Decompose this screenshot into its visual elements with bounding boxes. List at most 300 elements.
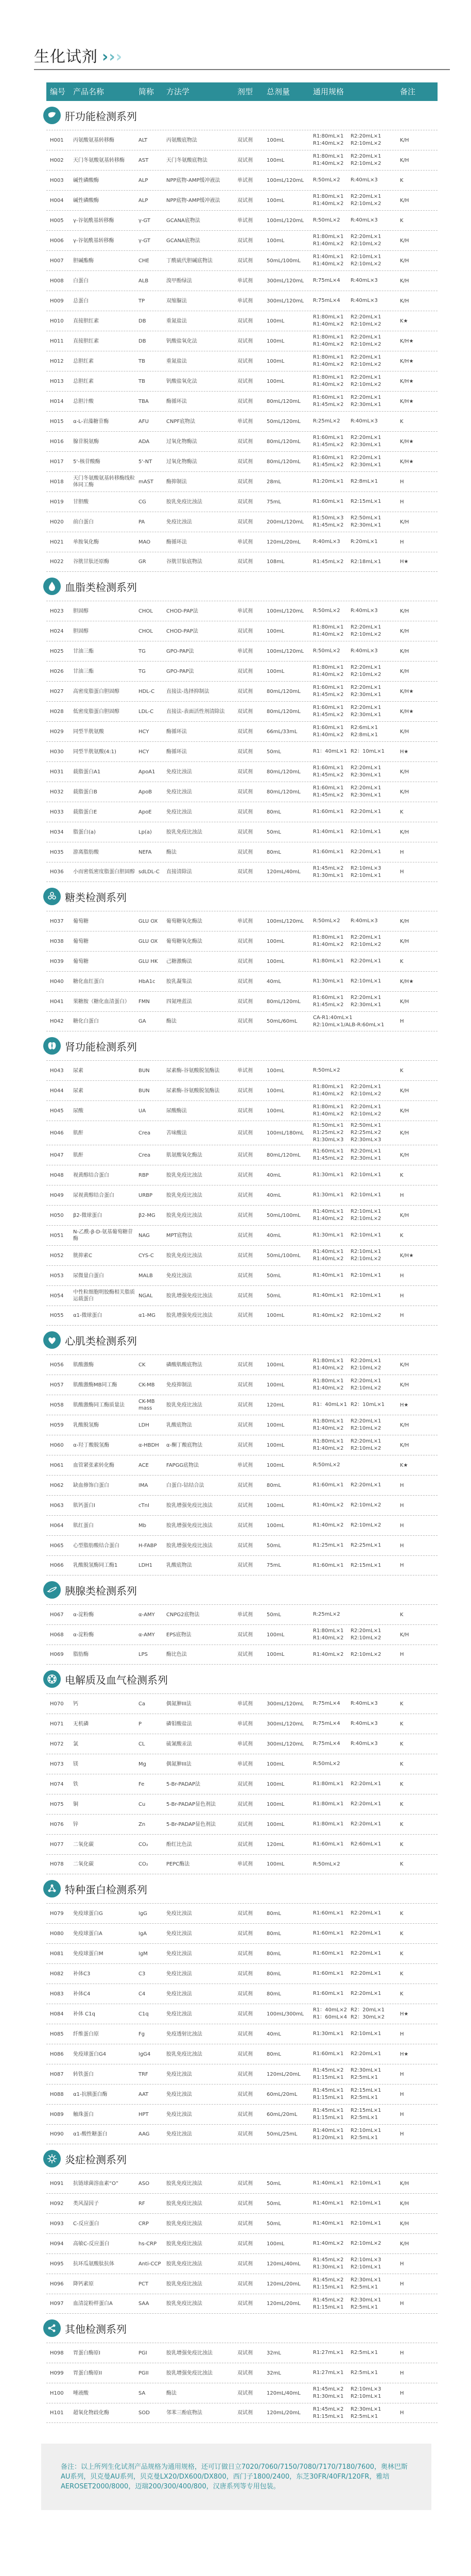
product-code: H033	[50, 809, 64, 815]
table-row	[46, 1814, 438, 1834]
total-volume: 50mL/100mL	[267, 1212, 301, 1218]
reagent-type: 双试剂	[237, 398, 253, 404]
product-note: K/H	[400, 1382, 409, 1388]
total-volume: 100mL	[267, 668, 285, 674]
product-note: K	[400, 1172, 404, 1178]
total-volume: 32mL	[267, 2350, 282, 2356]
spec-line	[313, 1083, 398, 1091]
product-name: 铜	[73, 1801, 78, 1807]
spec-r1: R1:80mL×1	[313, 1084, 344, 1090]
product-name: 氯	[73, 1741, 78, 1747]
table-row	[46, 641, 438, 661]
product-note: K/H	[400, 1442, 409, 1448]
total-volume: 100mL	[267, 1502, 285, 1509]
product-abbr: PGI	[138, 2350, 147, 2356]
spec	[313, 1990, 400, 1997]
spec-r1: R1:40mL×2	[313, 321, 344, 327]
total-volume: 100mL/300mL	[267, 2011, 304, 2017]
spec	[313, 1542, 400, 1549]
table-row	[46, 1923, 438, 1943]
spec-line	[313, 748, 398, 755]
table-row	[46, 822, 438, 842]
spec-r1: R1:45mL×2	[313, 522, 344, 528]
product-abbr: Cu	[138, 1801, 146, 1807]
spec-r1: R1:45mL×2	[313, 2406, 344, 2412]
product-code: H030	[50, 749, 64, 755]
spec-r2: R2:20mL×1	[351, 765, 381, 771]
spec-r2: R2:5mL×1	[351, 2115, 378, 2121]
spec-r1: R1:27mL×1	[313, 2370, 344, 2376]
spec-line	[313, 2297, 398, 2304]
product-note: K/H	[400, 1362, 409, 1368]
product-abbr: GLU OX	[138, 918, 158, 924]
chevron-icon: ›	[102, 48, 109, 66]
spec-r2: R2:25mL×2	[351, 1130, 381, 1136]
spec-r2: R2:10mL×3	[351, 865, 381, 871]
product-name: 葡萄糖	[73, 918, 89, 924]
product-name: 乳酸脱氢酶	[73, 1422, 99, 1428]
product-method: 胶乳增强免疫比浊法	[166, 1502, 213, 1509]
spec-r1: R1:60mL×1	[313, 1482, 344, 1488]
product-method: 酶循环法	[166, 728, 187, 735]
spec	[313, 1192, 400, 1199]
spec	[313, 1272, 400, 1279]
product-code: H074	[50, 1781, 64, 1787]
product-note: K	[400, 1821, 404, 1827]
spec-r1: R1:45mL×2	[313, 442, 344, 448]
spec	[313, 354, 400, 368]
product-abbr: AFU	[138, 418, 149, 425]
spec-line	[313, 1910, 398, 1917]
product-code: H009	[50, 298, 64, 304]
total-volume: 100mL	[267, 2241, 285, 2247]
table-row	[46, 1435, 438, 1455]
spec-r1: R1:60mL×1	[313, 705, 344, 710]
spec	[313, 1248, 400, 1263]
product-method: 胶乳免疫比浊法	[166, 2051, 202, 2057]
product-code: H011	[50, 338, 64, 344]
product-abbr: α1-MG	[138, 1313, 155, 1318]
total-volume: 80mL	[267, 849, 282, 855]
reagent-type: 双试剂	[237, 2051, 253, 2057]
product-method: 免疫抑制法	[166, 1382, 192, 1388]
product-note: H	[400, 849, 404, 855]
reagent-type: 双试剂	[237, 668, 253, 674]
product-code: H052	[50, 1252, 64, 1259]
product-name: C-反应蛋白	[73, 2221, 99, 2227]
product-name: 糖化白蛋白	[73, 1019, 99, 1024]
spec-line	[313, 1292, 398, 1299]
reagent-type: 单试剂	[237, 1612, 253, 1618]
product-note: K/H	[400, 789, 409, 795]
total-volume: 100mL	[267, 1108, 285, 1114]
section-heading	[43, 882, 438, 911]
table-row	[46, 971, 438, 991]
spec-line	[313, 1192, 398, 1199]
spec-r1: R1:40mL×1	[313, 1273, 344, 1278]
reagent-type: 双试剂	[237, 1252, 253, 1259]
spec-r1: R:75mL×4	[313, 1701, 340, 1706]
product-abbr: BUN	[138, 1088, 150, 1094]
reagent-type: 双试剂	[237, 238, 253, 244]
product-name: 胆固醇	[73, 628, 89, 634]
product-code: H051	[50, 1232, 64, 1239]
product-abbr: DB	[138, 338, 146, 344]
reagent-type: 双试剂	[237, 519, 253, 525]
product-code: H023	[50, 608, 64, 614]
total-volume: 50mL/100mL	[267, 1252, 301, 1259]
product-name: α-羟丁酸脱氢酶	[73, 1442, 110, 1448]
spec-r2: R2:20mL×1	[351, 1951, 381, 1956]
table-row	[46, 802, 438, 822]
product-note: K/H	[400, 829, 409, 835]
product-name: 纤维蛋白原	[73, 2031, 99, 2037]
spec-line	[313, 2220, 398, 2227]
spec-r1: R1:40mL×2	[313, 632, 344, 637]
product-note: K/H	[400, 2180, 409, 2187]
spec-r2: R2:10mL×2	[351, 2241, 381, 2246]
product-abbr: H-FABP	[138, 1543, 157, 1549]
spec	[313, 624, 400, 638]
product-method: 免疫比浊法	[166, 1273, 192, 1279]
reagent-type: 双试剂	[237, 938, 253, 944]
product-code: H046	[50, 1130, 64, 1136]
spec-r2: R2:10mL×2	[351, 1256, 381, 1262]
spec-r1: R1:45mL×2	[313, 692, 344, 698]
total-volume: 60mL/20mL	[267, 2111, 298, 2117]
header-abbr: 简称	[138, 87, 154, 96]
spec-r2: R2:20mL×1	[351, 1628, 381, 1634]
table-row	[46, 1306, 438, 1326]
spec-r1: R1:30mL×1	[313, 1192, 344, 1198]
table-row	[46, 1011, 438, 1031]
product-name: α-淀粉酶	[73, 1612, 94, 1618]
spec-r1: R1：40mL×2	[313, 2007, 347, 2013]
total-volume: 100mL	[267, 1522, 285, 1529]
total-volume: 28mL	[267, 479, 282, 485]
spec-r2: R2:30mL×1	[351, 2277, 381, 2283]
total-volume: 100mL	[267, 1088, 285, 1094]
section-inflammation	[46, 2144, 438, 2314]
product-code: H020	[50, 519, 64, 525]
table-row	[46, 1100, 438, 1121]
table-row	[46, 2193, 438, 2213]
spec-line	[313, 2406, 398, 2413]
product-abbr: Mb	[138, 1522, 146, 1529]
reagent-type: 双试剂	[237, 499, 253, 505]
product-abbr: C1q	[138, 2011, 149, 2017]
product-method: 酶比色法	[166, 1652, 187, 1657]
table-row	[46, 411, 438, 431]
table-row	[46, 552, 438, 572]
spec-r2: R2:30mL×1	[351, 2406, 381, 2412]
total-volume: 50mL/100mL	[267, 258, 301, 264]
product-method: 钒酸盐氧化法	[166, 378, 197, 384]
spec-r2: R2:20mL×1	[351, 1084, 381, 1090]
product-method: 偶氮胂III法	[166, 1761, 191, 1767]
product-name: 甘油三酯	[73, 648, 94, 654]
spec	[313, 1781, 400, 1788]
spec-line	[313, 2304, 398, 2311]
liver-icon	[43, 107, 61, 124]
spec-r1: R1:30mL×1	[313, 2031, 344, 2037]
spec-r1: R1:45mL×2	[313, 792, 344, 798]
product-code: H029	[50, 728, 64, 735]
table-row	[46, 451, 438, 471]
spec-r2: R2:10mL×1	[351, 978, 381, 984]
spec-line	[313, 631, 398, 638]
product-abbr: TG	[138, 648, 146, 654]
total-volume: 100mL	[267, 1382, 285, 1388]
table-row	[46, 1714, 438, 1734]
spec	[313, 2180, 400, 2187]
product-method: 胶乳免疫比浊法	[166, 2180, 202, 2187]
table-row	[46, 1165, 438, 1185]
spec	[313, 1418, 400, 1432]
spec-r2: R2:10mL×2	[351, 342, 381, 347]
product-note: K/H	[400, 998, 409, 1005]
product-method: 磷钼酸盐法	[166, 1721, 192, 1727]
spec	[313, 1172, 400, 1179]
product-name: 免疫球蛋白A	[73, 1930, 102, 1937]
spec-r2: R2:50mL×1	[351, 515, 381, 521]
section-title: 其他检测系列	[65, 2323, 127, 2335]
spec-r1: R1:80mL×1	[313, 154, 344, 159]
product-abbr: ALB	[138, 278, 149, 284]
spec-line	[313, 2134, 398, 2142]
product-name: α-淀粉酶	[73, 1632, 94, 1638]
product-method: 肌氨酸氧化酶法	[166, 1152, 202, 1158]
product-name: 甘胆酸	[73, 499, 89, 505]
reagent-type: 双试剂	[237, 479, 253, 485]
spec-line	[313, 607, 398, 615]
spec-r2: R2:5mL×1	[351, 2370, 378, 2376]
product-abbr: α-AMY	[138, 1612, 155, 1618]
heart-icon	[43, 1331, 61, 1349]
spec-line	[313, 2284, 398, 2291]
product-note: H★	[400, 559, 409, 565]
product-method: 免疫比浊法	[166, 769, 192, 775]
reagent-type: 单试剂	[237, 1701, 253, 1707]
spec-line	[313, 558, 398, 566]
product-abbr: GR	[138, 559, 146, 565]
spec-r2: R2：30mL×2	[351, 2014, 385, 2020]
spec-r1: R1:60mL×1	[313, 809, 344, 815]
product-abbr: TG	[138, 668, 146, 674]
spec	[313, 394, 400, 409]
product-code: H018	[50, 479, 64, 485]
section-liver	[46, 101, 438, 572]
spec-r1: R1:45mL×2	[313, 462, 344, 468]
product-code: H053	[50, 1273, 64, 1279]
product-code: H050	[50, 1212, 64, 1218]
spec-r2: R2:30mL×1	[351, 1002, 381, 1008]
spec-line	[313, 217, 398, 224]
section-title: 特种蛋白检测系列	[65, 1883, 147, 1896]
spec	[313, 1522, 400, 1529]
table-row	[46, 1245, 438, 1265]
product-code: H085	[50, 2031, 64, 2037]
product-abbr: IgG4	[138, 2051, 151, 2057]
reagent-type: 双试剂	[237, 258, 253, 264]
product-abbr: GA	[138, 1019, 146, 1024]
product-abbr: ALT	[138, 137, 148, 143]
protein-network-icon	[43, 1880, 61, 1897]
product-name: 补体C4	[73, 1991, 91, 1997]
spec-line	[313, 538, 398, 546]
product-note: H	[400, 2261, 404, 2267]
table-row	[46, 701, 438, 721]
spec-line	[313, 2277, 398, 2284]
spec-line	[313, 934, 398, 941]
product-note: K/H	[400, 648, 409, 654]
product-abbr: HbA1c	[138, 978, 155, 985]
table-row	[46, 1963, 438, 1984]
product-code: H003	[50, 177, 64, 183]
table-row	[46, 311, 438, 331]
spec-r1: R1:45mL×1	[313, 2088, 344, 2093]
product-note: K★	[400, 1462, 408, 1468]
table-row	[46, 1854, 438, 1874]
product-abbr: CG	[138, 499, 146, 505]
spec-r1: R1:45mL×2	[313, 2386, 344, 2392]
spec-r2: R2:10mL×2	[351, 1091, 381, 1097]
reagent-type: 双试剂	[237, 358, 253, 364]
section-rows	[46, 911, 438, 1031]
product-abbr: ALP	[138, 177, 148, 183]
footnote-box	[41, 2444, 431, 2510]
total-volume: 50mL	[267, 2200, 282, 2207]
spec-r2: R2:20mL×1	[351, 849, 381, 855]
reagent-type: 双试剂	[237, 769, 253, 775]
total-volume: 50mL	[267, 829, 282, 835]
spec-line	[313, 1462, 398, 1469]
spec-r2: R2:10mL×2	[351, 1216, 381, 1222]
spec-line	[313, 1365, 398, 1372]
spec-r2: R2:5mL×1	[351, 2350, 378, 2355]
spec-r1: R1:40mL×2	[313, 1426, 344, 1431]
product-abbr: LPS	[138, 1652, 148, 1657]
spec-line	[313, 1562, 398, 1569]
spec-line	[313, 1104, 398, 1111]
total-volume: 100mL	[267, 1632, 285, 1638]
total-volume: 100mL	[267, 378, 285, 384]
spec	[313, 1482, 400, 1489]
product-note: K/H	[400, 769, 409, 775]
spec-r1: R1:40mL×2	[313, 261, 344, 267]
product-method: 胶乳免疫比浊法	[166, 1192, 202, 1198]
total-volume: 100mL/120mL	[267, 217, 304, 224]
total-volume: 100mL	[267, 628, 285, 634]
spec-r2: R2:10mL×2	[351, 1446, 381, 1451]
spec-line	[313, 1248, 398, 1256]
product-name: 钙	[73, 1701, 78, 1707]
spec-r1: R1:40mL×2	[313, 2241, 344, 2246]
product-name: 二氧化碳	[73, 1861, 94, 1867]
reagent-type: 单试剂	[237, 278, 253, 284]
product-note: K	[400, 1761, 404, 1767]
spec-line	[313, 1502, 398, 1509]
spec-line	[313, 2014, 398, 2021]
product-code: H079	[50, 1910, 64, 1917]
spec-line	[313, 2349, 398, 2357]
product-abbr: CO₂	[138, 1861, 148, 1867]
spec	[313, 1628, 400, 1642]
spec	[313, 1700, 400, 1707]
table-header	[46, 82, 438, 101]
product-code: H086	[50, 2051, 64, 2057]
product-method: 免疫比浊法	[166, 2071, 192, 2077]
spec-r2: R:40mL×3	[351, 418, 378, 424]
product-abbr: Crea	[138, 1152, 151, 1158]
spec-r1: R1:15mL×1	[313, 2115, 344, 2121]
product-method: 胶乳免疫比浊法	[166, 1252, 202, 1259]
product-note: K	[400, 1991, 404, 1997]
spec-line	[313, 442, 398, 449]
product-name: 5'-核苷酸酶	[73, 459, 100, 465]
product-name: 胱抑素C	[73, 1252, 92, 1259]
product-abbr: ACE	[138, 1462, 149, 1468]
spec-line	[313, 1208, 398, 1215]
spec-r2: R2:5mL×1	[351, 2284, 378, 2290]
spec-r2: R2：10mL×1	[351, 749, 385, 754]
spec-line	[313, 1111, 398, 1118]
product-method: 酶法	[166, 2390, 177, 2396]
spec	[313, 193, 400, 208]
table-row	[46, 2403, 438, 2423]
product-method: 直接法-选择抑制法	[166, 688, 210, 694]
product-abbr: GLU OX	[138, 938, 158, 944]
table-row	[46, 1475, 438, 1495]
spec	[313, 454, 400, 469]
total-volume: 80mL/120mL	[267, 459, 301, 465]
spec-line	[313, 2413, 398, 2420]
product-abbr: HDL-C	[138, 688, 155, 694]
spec-r1: R1:45mL×2	[313, 2297, 344, 2303]
table-row	[46, 931, 438, 951]
spec-r1: R:40mL×3	[313, 539, 340, 545]
product-code: H016	[50, 438, 64, 445]
spec	[313, 2297, 400, 2311]
table-row	[46, 2104, 438, 2124]
table-row	[46, 2383, 438, 2403]
spec-r1: R1:60mL×1	[313, 995, 344, 1001]
product-code: H031	[50, 769, 64, 775]
section-rows	[46, 130, 438, 572]
footnote-text: 备注：以上所列生化试剂产品规格为通用规格，还可订做日立7020/7060/7150/7080/7170/7180/7600，奥林巴斯AU系列，贝克曼AU系列，贝克曼LX20/DX600/DX800，西门子1800/2400，东芝30FR/40FR/120FR，雅培AEROSET2000/8000，迈瑞200/300/400/800，汉唐系列等专用包装。	[61, 2463, 408, 2490]
product-method: GCANA底物法	[166, 217, 200, 224]
spec-r1: R1:60mL×1	[313, 849, 344, 855]
product-note: H★	[400, 2051, 409, 2057]
total-volume: 40mL	[267, 1192, 282, 1198]
spec-line	[313, 1122, 398, 1129]
product-note: K	[400, 1930, 404, 1937]
product-method: 苦味酸法	[166, 1130, 187, 1136]
spec-r1: R1:30mL×1	[313, 872, 344, 878]
spec	[313, 785, 400, 799]
spec	[313, 1104, 400, 1118]
reagent-type: 双试剂	[237, 2410, 253, 2416]
product-note: H	[400, 2071, 404, 2077]
product-note: H★	[400, 2011, 409, 2017]
spec-r2: R2:10mL×2	[351, 632, 381, 637]
spec-r1: R1:40mL×2	[313, 201, 344, 207]
table-row	[46, 1645, 438, 1665]
spec-line	[313, 1418, 398, 1425]
spec-line	[313, 671, 398, 679]
table-row	[46, 2253, 438, 2274]
spec	[313, 1462, 400, 1469]
